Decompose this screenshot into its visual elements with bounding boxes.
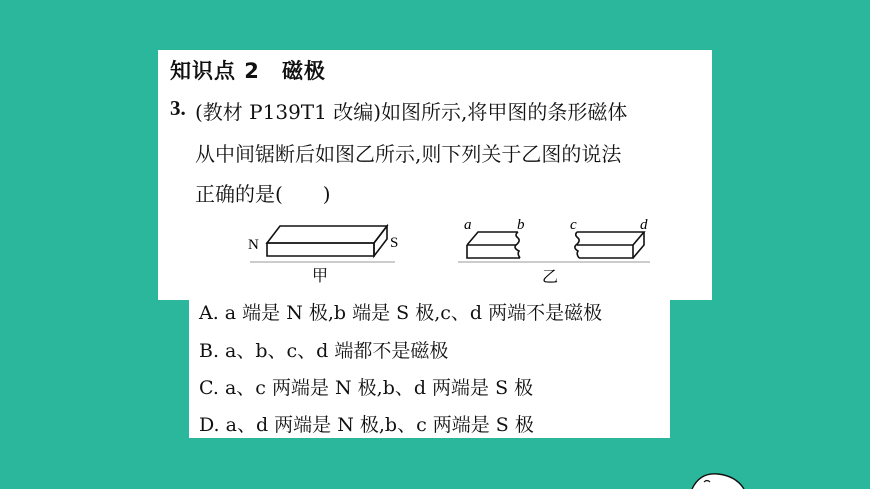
caption-jia: 甲 [312,268,329,285]
caption-yi: 乙 [542,269,559,286]
section-title: 磁极 [281,59,326,83]
label-n: N [248,237,259,253]
bar-magnet-whole [267,226,387,256]
question-line-3: 正确的是( ) [195,182,331,206]
bar-magnet-half-ab [467,232,520,258]
magnet-top-face [267,226,387,243]
half-cd-outline-front [579,245,633,258]
half-ab-outline-front [467,245,520,258]
question-number: 3. [170,96,186,120]
label-d: d [640,217,648,233]
magnet-front-face [267,243,374,256]
half-ab-cut [515,232,520,258]
option-c: C. a、c 两端是 N 极,b、d 两端是 S 极 [199,377,534,399]
label-s: S [390,235,399,251]
label-c: c [570,217,577,233]
half-ab-outline-top [467,232,518,245]
magnet-end-face [374,226,387,256]
section-label: 知识点 2 [170,59,260,83]
half-cd-end-face [633,232,644,258]
option-b: B. a、b、c、d 端都不是磁极 [199,340,449,362]
question-line-2: 从中间锯断后如图乙所示,则下列关于乙图的说法 [195,142,622,166]
decorative-mascot-icon [690,470,750,489]
question-line-1: (教材 P139T1 改编)如图所示,将甲图的条形磁体 [195,100,628,124]
label-b: b [517,217,525,233]
label-a: a [464,217,472,233]
bar-magnet-half-cd [575,232,644,258]
option-a: A. a 端是 N 极,b 端是 S 极,c、d 两端不是磁极 [199,302,603,324]
option-d: D. a、d 两端是 N 极,b、c 两端是 S 极 [199,414,534,436]
half-cd-outline-top [577,232,644,245]
